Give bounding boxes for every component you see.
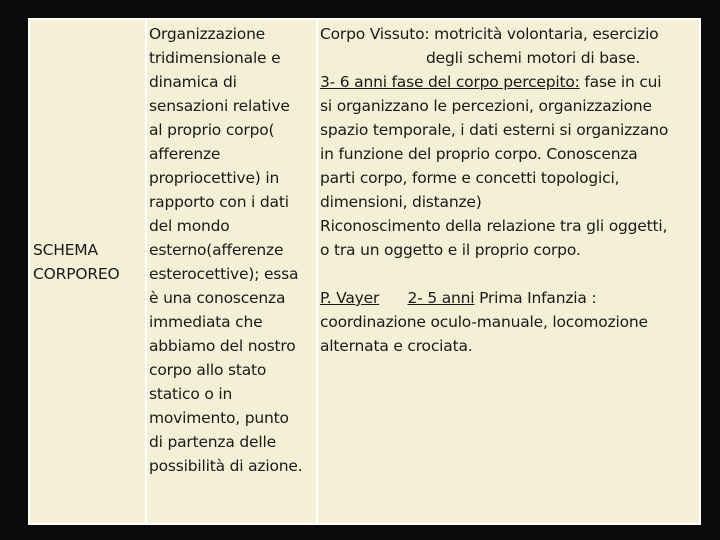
vayer-phase: Prima Infanzia : <box>474 289 597 307</box>
definition-line: statico o in <box>149 385 233 403</box>
definition-line: afferenze <box>149 145 221 163</box>
column-divider <box>145 20 147 523</box>
description-line: parti corpo, forme e concetti topologici, <box>320 169 620 187</box>
column-divider <box>316 20 318 523</box>
row-heading <box>33 238 120 286</box>
definition-line: al proprio corpo( <box>149 121 275 139</box>
definition-cell <box>149 20 315 523</box>
description-line <box>320 286 700 310</box>
description-cell <box>320 20 700 523</box>
description-line <box>320 70 700 94</box>
definition-line: corpo allo stato <box>149 361 267 379</box>
definition-line: è una conoscenza <box>149 289 286 307</box>
description-line: dimensioni, distanze) <box>320 193 482 211</box>
description-line: si organizzano le percezioni, organizzazione <box>320 97 652 115</box>
definition-line: rapporto con i dati <box>149 193 289 211</box>
vayer-age: 2- 5 anni <box>407 289 475 307</box>
definition-line: immediata che <box>149 313 263 331</box>
definition-line: sensazioni relative <box>149 97 290 115</box>
description-line: degli schemi motori di base. <box>426 49 641 67</box>
definition-line: esterocettive); essa <box>149 265 299 283</box>
description-line: o tra un oggetto e il proprio corpo. <box>320 241 581 259</box>
definition-line: propriocettive) in <box>149 169 280 187</box>
definition-line: dinamica di <box>149 73 237 91</box>
description-line: coordinazione oculo-manuale, locomozione <box>320 313 648 331</box>
definition-line: movimento, punto <box>149 409 289 427</box>
description-line: spazio temporale, i dati esterni si organizzano <box>320 121 669 139</box>
definition-line: abbiamo del nostro <box>149 337 296 355</box>
definition-line: Organizzazione <box>149 25 266 43</box>
description-line: alternata e crociata. <box>320 337 473 355</box>
heading-line: SCHEMA <box>33 240 98 259</box>
heading-line: CORPOREO <box>33 264 120 283</box>
definition-line: del mondo <box>149 217 230 235</box>
vayer-author: P. Vayer <box>320 289 380 307</box>
content-table <box>28 18 701 525</box>
description-line: Riconoscimento della relazione tra gli oggetti, <box>320 217 668 235</box>
age-phase-label: 3- 6 anni fase del corpo percepito: <box>320 73 580 91</box>
definition-line: tridimensionale e <box>149 49 281 67</box>
age-phase-text: fase in cui <box>579 73 662 91</box>
spacer <box>320 262 700 286</box>
label-cell <box>33 20 143 523</box>
definition-line: possibilità di azione. <box>149 457 303 475</box>
definition-line: esterno(afferenze <box>149 241 284 259</box>
definition-line: di partenza delle <box>149 433 276 451</box>
description-line: in funzione del proprio corpo. Conoscenza <box>320 145 638 163</box>
description-line: Corpo Vissuto: motricità volontaria, esercizio <box>320 25 659 43</box>
